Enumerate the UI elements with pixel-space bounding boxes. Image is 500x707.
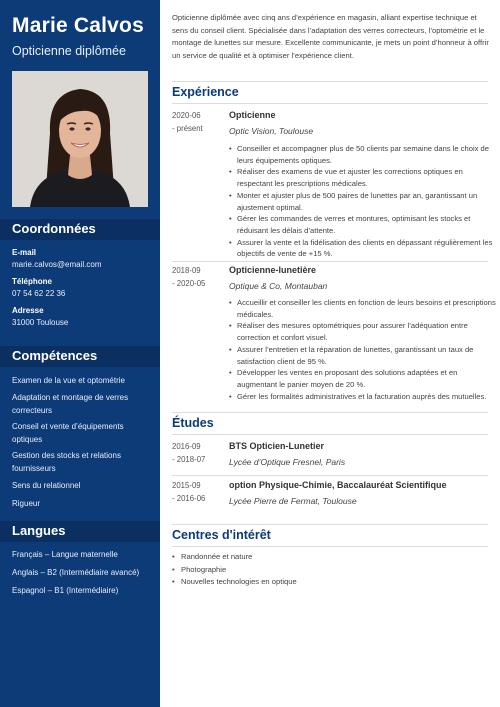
edu-date-end: - 2016-06	[172, 494, 206, 503]
job-company: Optic Vision, Toulouse	[229, 126, 314, 136]
education-heading: Études	[172, 416, 214, 430]
edu-date	[172, 479, 220, 505]
sidebar	[0, 0, 160, 707]
edu-school: Lycée Pierre de Fermat, Toulouse	[229, 496, 357, 506]
person-portrait-icon	[12, 71, 148, 207]
job-title: Opticienne	[229, 110, 276, 120]
job-date	[172, 264, 220, 290]
list-item: • Assurer la vente et la fidélisation des clients en dépassant régulièrement les objectifs de vente de +15 %.	[237, 237, 497, 260]
edu-school: Lycée d’Optique Fresnel, Paris	[229, 457, 346, 467]
skill-item: Examen de la vue et optométrie	[12, 376, 125, 385]
skill-item: Rigueur	[12, 499, 41, 508]
profile-summary: Opticienne diplômée avec cinq ans d’expérience en magasin, alliant expertise technique et sens du conseil client. Spécialisée dans l’adaptation des verres correcteurs, l’optométrie et le montage de lunettes sur mesure. Excellente communicante, je mets un point d’honneur à offrir un service de qualité et à optimiser l’expérience client.	[172, 13, 489, 60]
job-company: Optique & Co, Montauban	[229, 281, 328, 291]
profile-photo	[12, 71, 148, 207]
skills-heading: Compétences	[12, 348, 98, 363]
address-label: Adresse	[12, 306, 44, 315]
divider	[172, 434, 488, 435]
job-date	[172, 109, 220, 135]
skill-item: Sens du relationnel	[12, 481, 81, 490]
candidate-title: Opticienne diplômée	[12, 44, 126, 58]
language-item: Français – Langue maternelle	[12, 550, 118, 559]
divider	[172, 81, 488, 82]
email-label: E-mail	[12, 248, 37, 257]
phone-value[interactable]: 07 54 62 22 36	[12, 289, 66, 298]
job-date-start: 2020-06	[172, 111, 201, 120]
divider	[172, 524, 488, 525]
list-item: • Accueillir et conseiller les clients en fonction de leurs besoins et prescriptions médicales.	[237, 297, 497, 320]
divider	[172, 546, 488, 547]
list-item: • Assurer l’entretien et la réparation de lunettes, garantissant un taux de satisfaction client de 95 %.	[237, 344, 497, 367]
list-item: • Nouvelles technologies en optique	[172, 576, 297, 589]
list-item: • Réaliser des examens de vue et ajuster les corrections optiques en respectant les prescriptions médicales.	[237, 166, 497, 189]
job-date-start: 2018-09	[172, 266, 201, 275]
edu-title: option Physique-Chimie, Baccalauréat Scientifique	[229, 480, 447, 490]
list-item: • Photographie	[172, 564, 297, 577]
email-value[interactable]: marie.calvos@email.com	[12, 260, 102, 269]
languages-heading-bar	[0, 521, 160, 542]
list-item: • Conseiller et accompagner plus de 50 clients par semaine dans le choix de leurs équipements optiques.	[237, 143, 497, 166]
address-value: 31000 Toulouse	[12, 318, 69, 327]
contact-heading: Coordonnées	[12, 221, 96, 236]
interests-list	[172, 551, 297, 589]
skill-item: Gestion des stocks et relations fournisseurs	[12, 451, 121, 473]
job-date-end: - 2020-05	[172, 279, 206, 288]
skills-heading-bar	[0, 346, 160, 367]
edu-title: BTS Opticien-Lunetier	[229, 441, 325, 451]
language-item: Anglais – B2 (Intermédiaire avancé)	[12, 568, 140, 577]
divider	[172, 103, 488, 104]
main-content	[160, 0, 500, 707]
skill-item: Conseil et vente d’équipements optiques	[12, 422, 124, 444]
phone-label: Téléphone	[12, 277, 53, 286]
list-item: • Gérer les formalités administratives et la facturation auprès des mutuelles.	[237, 391, 497, 403]
job-bullets	[229, 297, 497, 402]
job-bullets	[229, 143, 497, 260]
language-item: Espagnol – B1 (Intermédiaire)	[12, 586, 119, 595]
candidate-name: Marie Calvos	[12, 14, 144, 37]
skill-item: Adaptation et montage de verres correcteurs	[12, 393, 129, 415]
job-date-end: - présent	[172, 124, 203, 133]
list-item: • Monter et ajuster plus de 500 paires de lunettes par an, garantissant un ajustement optimal.	[237, 190, 497, 213]
list-item: • Réaliser des mesures optométriques pour assurer l’adéquation entre correction et confort visuel.	[237, 320, 497, 343]
languages-heading: Langues	[12, 523, 66, 538]
edu-date-start: 2016-09	[172, 442, 201, 451]
edu-date-end: - 2018-07	[172, 455, 206, 464]
list-item: • Développer les ventes en proposant des solutions adaptées et en augmentant le panier moyen de 20 %.	[237, 367, 497, 390]
edu-date-start: 2015-09	[172, 481, 201, 490]
experience-heading: Expérience	[172, 85, 239, 99]
edu-date	[172, 440, 220, 466]
divider	[172, 475, 488, 476]
divider	[172, 412, 488, 413]
contact-heading-bar	[0, 219, 160, 240]
divider	[172, 261, 488, 262]
job-title: Opticienne-lunetière	[229, 265, 317, 275]
list-item: • Gérer les commandes de verres et montures, optimisant les stocks et réduisant les délais d’attente.	[237, 213, 497, 236]
interests-heading: Centres d'intérêt	[172, 528, 271, 542]
list-item: • Randonnée et nature	[172, 551, 297, 564]
